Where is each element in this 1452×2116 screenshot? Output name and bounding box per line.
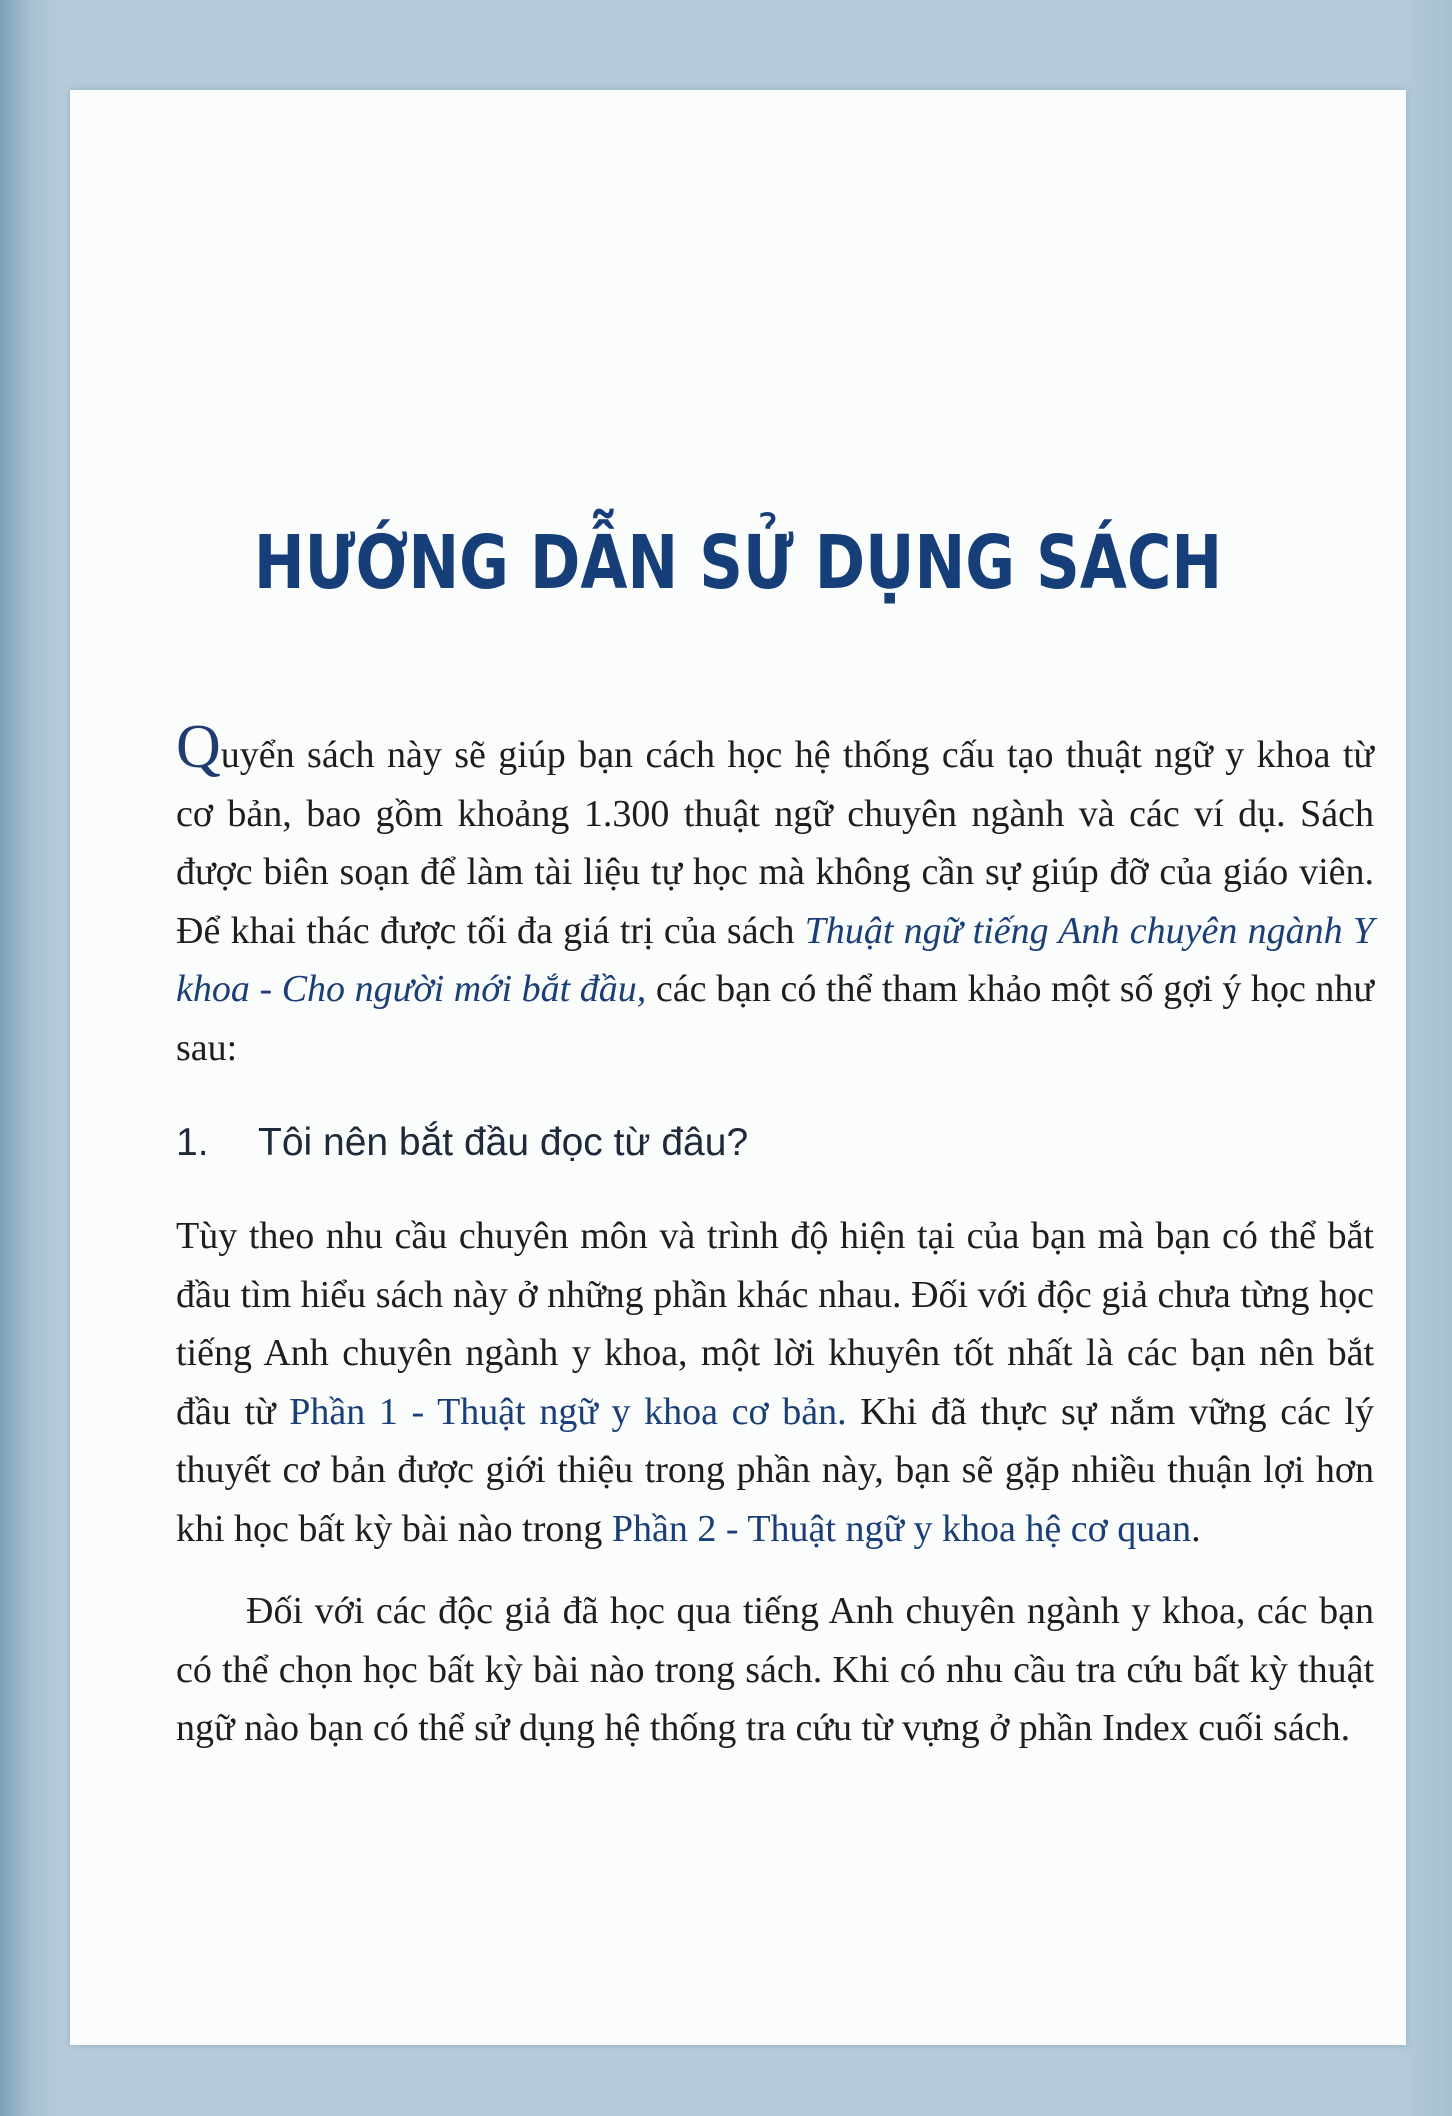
body-paragraph-1 xyxy=(176,1207,1374,1558)
intro-paragraph xyxy=(176,713,1374,1077)
intro-text-start: uyển sách này sẽ giúp bạn cách học hệ thống cấu tạo thuật ngữ y khoa từ cơ bản, bao gồm khoảng 1.300 thuật ngữ chuyên ngành và các ví dụ. Sách được biên soạn để làm tài liệu tự học mà không cần sự giúp đỡ của giáo viên. Để khai thác được tối đa giá trị của sách xyxy=(176,734,1374,952)
page-title: HƯỚNG DẪN SỬ DỤNG SÁCH xyxy=(253,520,1223,606)
section-heading xyxy=(176,1117,1374,1169)
section-heading-text: Tôi nên bắt đầu đọc từ đâu? xyxy=(258,1121,749,1164)
intro-text-end: các bạn có thể tham khảo một số gợi ý học như sau: xyxy=(176,968,1374,1069)
para2-text-a: Tùy theo nhu cầu chuyên môn và trình độ hiện tại của bạn mà bạn có thể bắt đầu tìm hiểu sách này ở những phần khác nhau. Đối với độc giả chưa từng học tiếng Anh chuyên ngành y khoa, một lời khuyên tốt nhất là các bạn nên bắt đầu từ xyxy=(176,1215,1374,1433)
drop-cap: Q xyxy=(176,713,221,781)
section-number: 1. xyxy=(176,1121,209,1164)
book-title-reference: Thuật ngữ tiếng Anh chuyên ngành Y khoa - Cho người mới bắt đầu, xyxy=(176,909,1374,1010)
para2-text-b: Khi đã thực sự nắm vững các lý thuyết cơ bản được giới thiệu trong phần này, bạn sẽ gặp nhiều thuận lợi hơn khi học bất kỳ bài nào trong xyxy=(176,1390,1374,1550)
body-paragraph-2: Đối với các độc giả đã học qua tiếng Anh chuyên ngành y khoa, các bạn có thể chọn học bất kỳ bài nào trong sách. Khi có nhu cầu tra cứu bất kỳ thuật ngữ nào bạn có thể sử dụng hệ thống tra cứu từ vựng ở phần Index cuối sách. xyxy=(176,1590,1374,1749)
part1-reference: Phần 1 - Thuật ngữ y khoa cơ bản. xyxy=(289,1390,847,1433)
part2-reference: Phần 2 - Thuật ngữ y khoa hệ cơ quan xyxy=(611,1507,1192,1550)
book-page xyxy=(70,90,1406,2045)
page-content xyxy=(176,713,1374,1758)
para2-text-c: . xyxy=(1191,1507,1201,1550)
